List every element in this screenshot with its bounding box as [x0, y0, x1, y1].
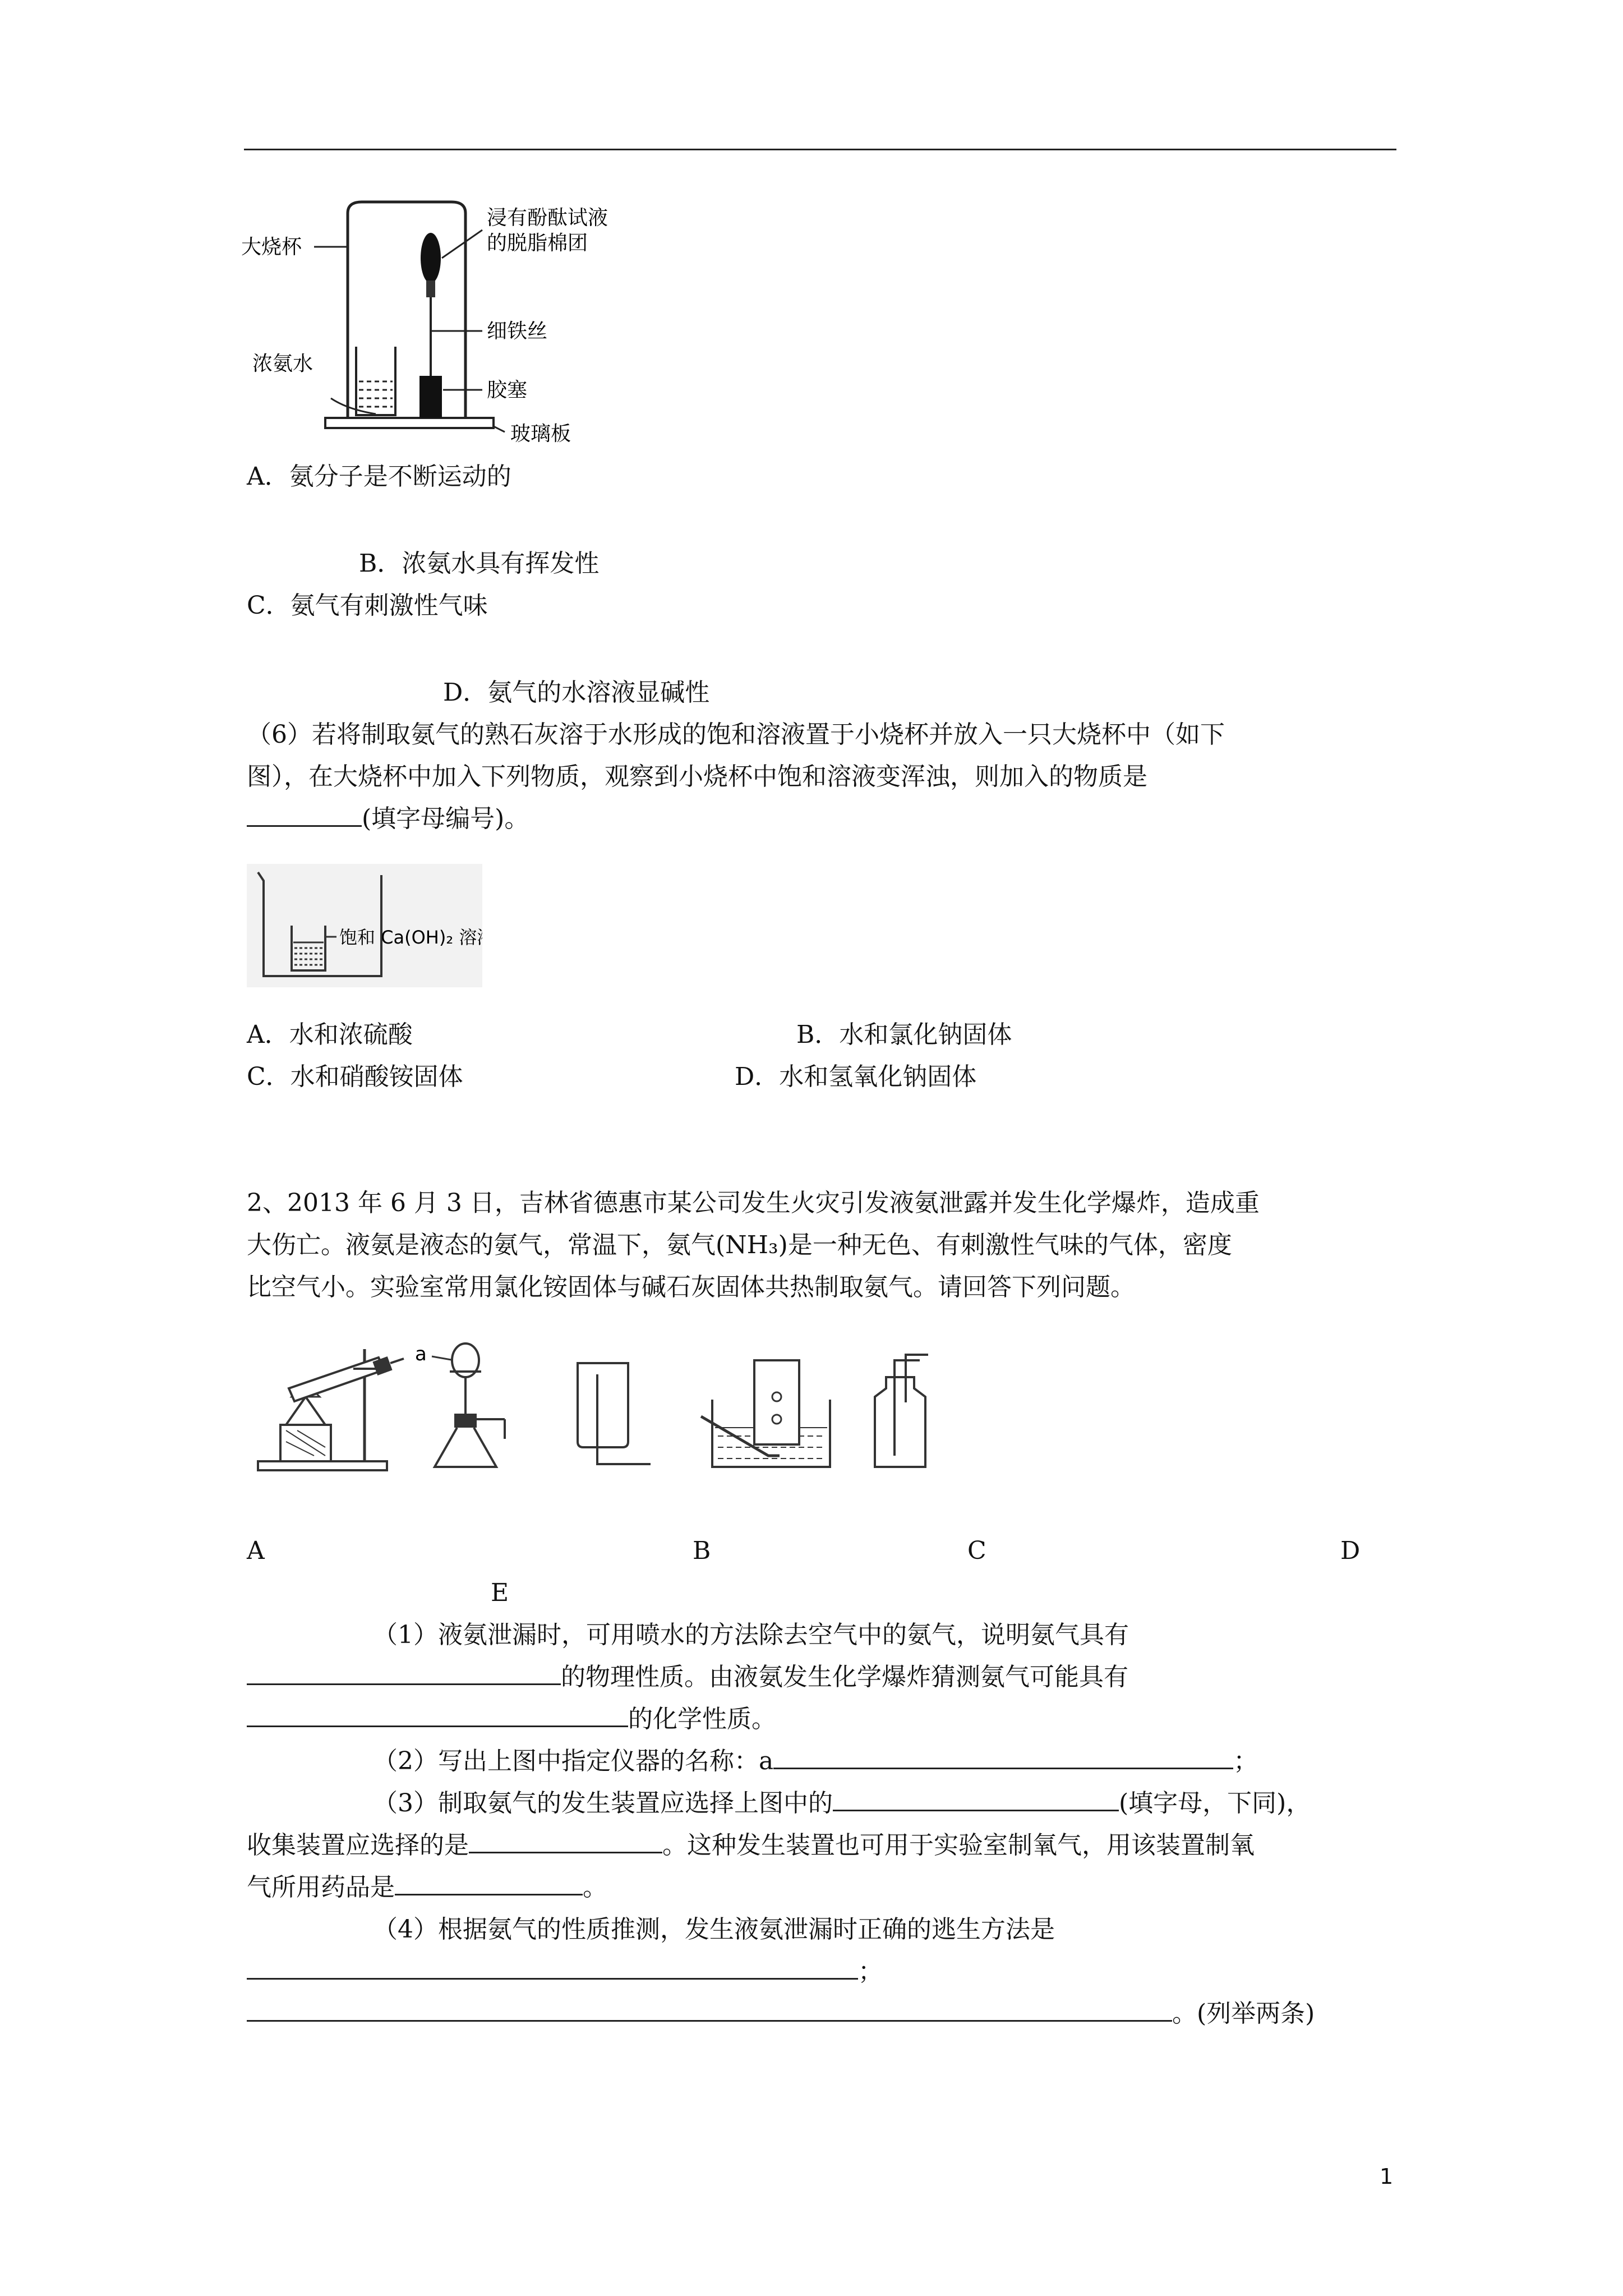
q2-p1-blank-chemical[interactable]: [247, 1703, 628, 1727]
q2-p1-line2-suffix: 的物理性质。由液氨发生化学爆炸猜测氨气可能具有: [561, 1663, 1128, 1691]
q6-line3: [247, 802, 529, 836]
q6-line1: （6）若将制取氨气的熟石灰溶于水形成的饱和溶液置于小烧杯并放入一只大烧杯中（如下: [247, 720, 1225, 749]
q6-option-a: A．水和浓硫酸: [247, 1020, 413, 1049]
q2-p3-line2-suffix: 。这种发生装置也可用于实验室制氧气，用该装置制氧: [662, 1831, 1255, 1860]
label-wire: 细铁丝: [487, 320, 548, 343]
q2-p4-line2: [247, 1955, 883, 1989]
label-a: A: [247, 1536, 265, 1565]
q6-option-b: B．水和氯化钠固体: [796, 1020, 1012, 1049]
q5-option-d: D．氨气的水溶液显碱性: [443, 678, 710, 707]
q6-line2: 图），在大烧杯中加入下列物质，观察到小烧杯中饱和溶液变浑浊，则加入的物质是: [247, 762, 1147, 791]
q2-p2-line: [373, 1745, 1258, 1778]
q2-p2-suffix: ；: [1233, 1747, 1258, 1775]
q2-p4-blank-2[interactable]: [247, 1998, 1172, 2022]
q2-p4-blank-1[interactable]: [247, 1955, 858, 1980]
page-number: 1: [1380, 2164, 1394, 2189]
q2-p3-blank-reagents[interactable]: [395, 1871, 583, 1895]
beaker-experiment-figure: [241, 191, 645, 454]
q2-p1-line3: [247, 1703, 776, 1736]
q2-p2-blank[interactable]: [773, 1745, 1233, 1769]
label-e: E: [491, 1579, 509, 1607]
saturated-solution-figure: [247, 864, 482, 987]
q5-option-b: B．浓氨水具有挥发性: [359, 549, 600, 578]
q6-answer-blank[interactable]: [247, 803, 362, 827]
apparatus-figure: [247, 1335, 1077, 1481]
q2-p4-line2-suffix: ；: [858, 1957, 883, 1986]
q2-p3-line1: [373, 1787, 1311, 1820]
q5-option-a: A．氨分子是不断运动的: [247, 462, 511, 491]
q2-p3-line3: [247, 1871, 607, 1904]
q2-p3-blank-collector[interactable]: [469, 1829, 662, 1853]
q2-p3-line3-prefix: 气所用药品是: [247, 1873, 395, 1902]
q2-p4-line3: [247, 1997, 1315, 2031]
label-ammonia: 浓氨水: [252, 352, 313, 375]
q2-p4-line3-suffix: 。(列举两条): [1172, 1999, 1315, 2028]
q2-p3-blank-generator[interactable]: [833, 1787, 1119, 1811]
label-cotton-line1: 浸有酚酞试液: [487, 206, 608, 229]
q2-p1-line1: （1）液氨泄漏时，可用喷水的方法除去空气中的氨气，说明氨气具有: [373, 1621, 1129, 1649]
label-c: C: [967, 1536, 986, 1565]
q6-option-d: D．水和氢氧化钠固体: [735, 1062, 977, 1091]
q5-option-c: C．氨气有刺激性气味: [247, 591, 488, 620]
q6-option-c: C．水和硝酸铵固体: [247, 1062, 463, 1091]
q2-line3: 比空气小。实验室常用氯化铵固体与碱石灰固体共热制取氨气。请回答下列问题。: [247, 1273, 1135, 1301]
q2-p3-line2: [247, 1829, 1255, 1862]
label-d: D: [1340, 1536, 1361, 1565]
q2-p2-prefix: （2）写出上图中指定仪器的名称：a: [373, 1747, 774, 1775]
q2-p3-line2-prefix: 收集装置应选择的是: [247, 1831, 469, 1860]
q2-p1-blank-physical[interactable]: [247, 1661, 561, 1685]
q2-p3-line3-suffix: 。: [583, 1873, 607, 1902]
label-b: B: [693, 1536, 711, 1565]
label-apparatus-a: a: [415, 1343, 427, 1365]
header-rule: [244, 149, 1396, 150]
label-big-beaker: 大烧杯: [241, 236, 302, 259]
label-glass-plate: 玻璃板: [510, 422, 571, 445]
label-stopper: 胶塞: [487, 379, 528, 402]
q2-line2: 大伤亡。液氨是液态的氨气，常温下，氨气(NH₃)是一种无色、有刺激性气味的气体，密度: [247, 1231, 1232, 1259]
q2-p4-line1: （4）根据氨气的性质推测，发生液氨泄漏时正确的逃生方法是: [373, 1915, 1055, 1944]
q2-p3-mid: (填字母，下同)，: [1119, 1789, 1311, 1818]
q2-line1: 2、2013 年 6 月 3 日，吉林省德惠市某公司发生火灾引发液氨泄露并发生化学爆炸，造成重: [247, 1189, 1260, 1217]
label-cotton-line2: 的脱脂棉团: [487, 232, 588, 255]
q2-p3-prefix: （3）制取氨气的发生装置应选择上图中的: [373, 1789, 833, 1818]
q6-line3-suffix: (填字母编号)。: [362, 804, 529, 833]
label-saturated-solution: 饱和 Ca(OH)₂ 溶液: [339, 927, 482, 948]
q2-p1-line2: [247, 1660, 1128, 1694]
q2-p1-line3-suffix: 的化学性质。: [628, 1705, 776, 1733]
